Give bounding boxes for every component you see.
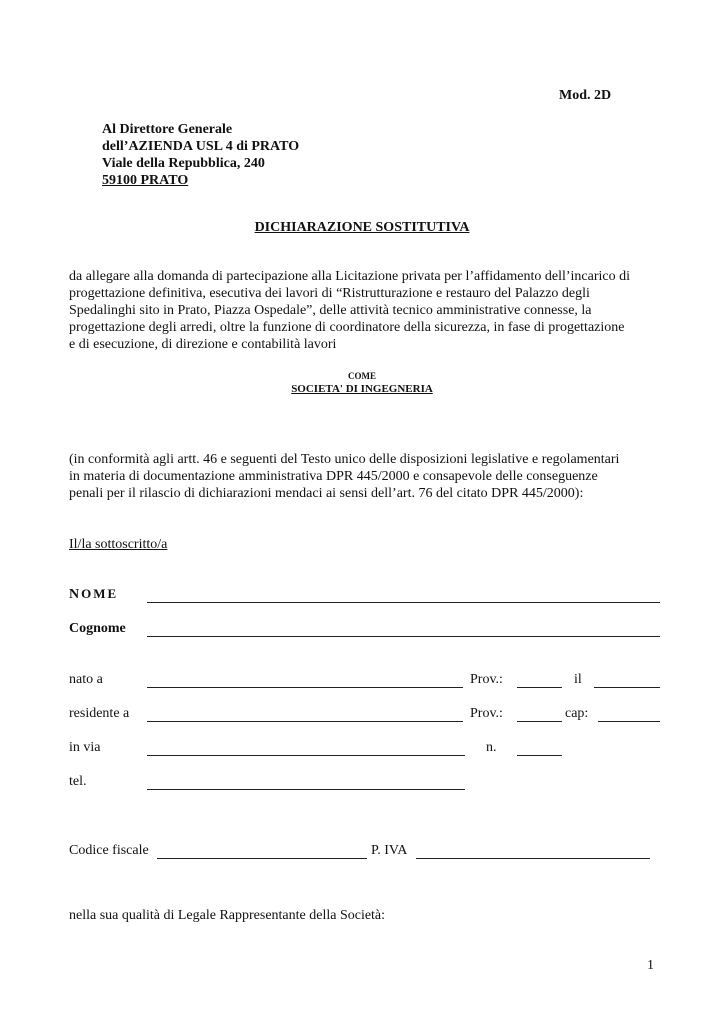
number-label: n. [486, 740, 497, 755]
piva-field-line[interactable] [416, 858, 650, 859]
cap-field-line[interactable] [598, 721, 660, 722]
legal-representative-statement: nella sua qualità di Legale Rappresentante della Società: [69, 908, 386, 923]
recipient-line-2: dell’AZIENDA USL 4 di PRATO [102, 139, 300, 154]
intro-line: progettazione degli arredi, oltre la funzione di coordinatore della sicurezza, in fase di progettazione [69, 320, 625, 335]
nome-initial: N [69, 587, 82, 602]
nome-field-line[interactable] [147, 602, 660, 603]
nome-label [69, 586, 118, 603]
residente-a-field-line[interactable] [147, 721, 463, 722]
nato-a-field-line[interactable] [147, 687, 463, 688]
conformity-paragraph [69, 451, 656, 502]
document-title: DICHIARAZIONE SOSTITUTIVA [254, 220, 470, 235]
come-label: COME [348, 371, 376, 381]
tel-field-line[interactable] [147, 789, 465, 790]
intro-line: e di esecuzione, di direzione e contabilità lavori [69, 337, 337, 352]
signatory-label: Il/la sottoscritto/a [69, 537, 168, 552]
intro-line: progettazione definitiva, esecutiva dei lavori di “Ristrutturazione e restauro del Palazzo degli [69, 286, 590, 301]
intro-line: Spedalinghi sito in Prato, Piazza Ospedale”, delle attività tecnico amministrative connesse, la [69, 303, 592, 318]
model-number: Mod. 2D [559, 88, 612, 103]
recipient-line-4: 59100 PRATO [102, 173, 189, 188]
conformity-line: in materia di documentazione amministrativa DPR 445/2000 e consapevole delle conseguenze [69, 469, 598, 484]
residente-a-label: residente a [69, 706, 130, 721]
il-label: il [574, 672, 582, 687]
codice-fiscale-label: Codice fiscale [69, 843, 149, 858]
recipient-line-3: Viale della Repubblica, 240 [102, 156, 265, 171]
tel-label: tel. [69, 774, 87, 789]
recipient-block [102, 121, 299, 189]
page-number: 1 [647, 958, 654, 973]
nome-rest: OME [81, 586, 119, 601]
in-via-field-line[interactable] [147, 755, 465, 756]
cap-label: cap: [565, 706, 589, 721]
prov-label-1: Prov.: [470, 672, 503, 687]
recipient-line-1: Al Direttore Generale [102, 122, 233, 137]
prov-label-2: Prov.: [470, 706, 503, 721]
prov-field-line-2[interactable] [517, 721, 562, 722]
conformity-line: penali per il rilascio di dichiarazioni mendaci ai sensi dell’art. 76 del citato DPR 445/2000): [69, 486, 584, 501]
company-type: SOCIETA' DI INGEGNERIA [291, 383, 433, 395]
birth-date-field-line[interactable] [594, 687, 660, 688]
intro-paragraph [69, 268, 656, 353]
nato-a-label: nato a [69, 672, 103, 687]
piva-label: P. IVA [371, 843, 408, 858]
cognome-label: Cognome [69, 621, 126, 636]
number-field-line[interactable] [517, 755, 562, 756]
prov-field-line-1[interactable] [517, 687, 562, 688]
intro-line: da allegare alla domanda di partecipazione alla Licitazione privata per l’affidamento dell’incarico di [69, 269, 631, 284]
conformity-line: (in conformità agli artt. 46 e seguenti del Testo unico delle disposizioni legislative e regolamentari [69, 452, 620, 467]
codice-fiscale-field-line[interactable] [157, 858, 367, 859]
cognome-field-line[interactable] [147, 636, 660, 637]
in-via-label: in via [69, 740, 101, 755]
